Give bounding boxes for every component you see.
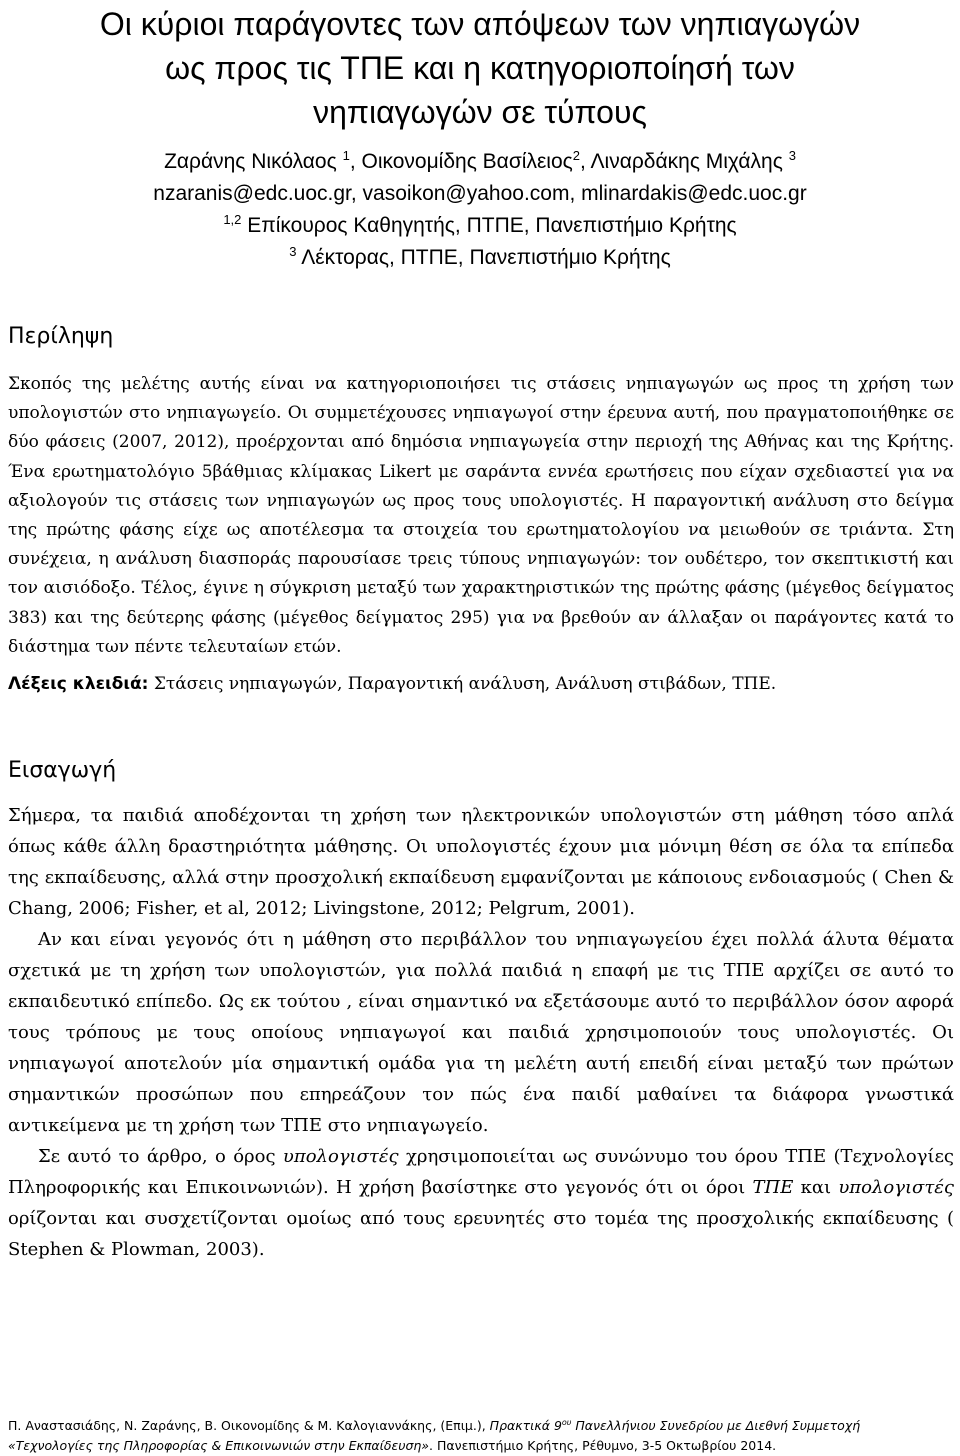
intro-term-tpe: ΤΠΕ <box>752 1177 794 1198</box>
footer-conference: Πανελλήνιου Συνεδρίου με Διεθνή Συμμετοχή <box>571 1418 861 1433</box>
author-2: Οικονομίδης Βασίλειος <box>361 150 573 173</box>
author-2-sup: 2 <box>572 148 581 163</box>
author-3: Λιναρδάκης Μιχάλης <box>590 150 783 173</box>
footer-line-2 <box>8 1436 954 1456</box>
paper-title <box>0 2 960 134</box>
author-1: Ζαράνης Νικόλαος <box>164 150 337 173</box>
footer-venue: . Πανεπιστήμιο Κρήτης, Ρέθυμνο, 3-5 Οκτωβρίου 2014. <box>429 1438 777 1453</box>
intro-heading: Εισαγωγή <box>8 758 117 783</box>
intro-paragraph-2: Αν και είναι γεγονός ότι η μάθηση στο περιβάλλον του νηπιαγωγείου έχει πολλά άλυτα θέματα σχετικά με τη χρήση των υπολογιστών, για πολλά παιδιά η επαφή με τις ΤΠΕ αρχίζει σε αυτό το εκπαιδευτικό επίπεδο. Ως εκ τούτου , είναι σημαντικό να εξετάσουμε αυτό το περιβάλλον όσον αφορά τους τρόπους με τους οποίους νηπιαγωγοί και παιδιά χρησιμοποιούν τους υπολογιστές. Οι νηπιαγωγοί αποτελούν μία σημαντική ομάδα για τη μελέτη αυτή επειδή είναι μεταξύ των πρώτων σημαντικών προσώπων που επηρεάζουν τον πώς ένα παιδί μαθαίνει τα διάφορα γνωστικά αντικείμενα με τη χρήση των ΤΠΕ στο νηπιαγωγείο. <box>8 929 954 1136</box>
affiliation-1 <box>0 210 960 242</box>
footer-proceedings: Πρακτικά 9 <box>489 1418 562 1433</box>
abstract-heading: Περίληψη <box>8 324 114 349</box>
intro-p3-c: και <box>793 1177 839 1198</box>
intro-paragraph-1: Σήμερα, τα παιδιά αποδέχονται τη χρήση των ηλεκτρονικών υπολογιστών στη μάθηση τόσο απλά όπως κάθε άλλη δραστηριότητα μάθησης. Οι υπολογιστές έχουν μια μόνιμη θέση σε όλα τα επίπεδα της εκπαίδευσης, αλλά στην προσχολική εκπαίδευση εμφανίζονται με κάποιους ενδοιασμούς ( Chen & Chang, 2006; Fisher, et al, 2012; Livingstone, 2012; Pelgrum, 2001). <box>8 805 954 919</box>
intro-p3-d: ορίζονται και συσχετίζονται ομοίως από τους ερευνητές στο τομέα της προσχολικής εκπαίδευσης ( Stephen & Plowman, 2003). <box>8 1208 954 1260</box>
title-line-2: ως προς τις ΤΠΕ και η κατηγοριοποίησή των <box>165 50 795 86</box>
footer-sup: ου <box>561 1417 572 1427</box>
footer-editors: Π. Αναστασιάδης, Ν. Ζαράνης, Β. Οικονομίδης & Μ. Καλογιαννάκης, (Επιμ.), <box>8 1418 490 1433</box>
keywords-text: Στάσεις νηπιαγωγών, Παραγοντική ανάλυση, Ανάλυση στιβάδων, ΤΠΕ. <box>153 674 777 694</box>
affiliation-1-sup: 1,2 <box>223 212 242 227</box>
author-3-sup: 3 <box>788 148 796 163</box>
intro-p3-b: χρησιμοποιείται ως συνώνυμο του όρου ΤΠΕ (Τεχνολογίες Πληροφορικής και Επικοινωνιών). Η χρήση βασίστηκε στο γεγονός ότι οι όροι <box>8 1146 954 1198</box>
page-footer <box>8 1416 954 1456</box>
intro-p3-a: Σε αυτό το άρθρο, ο όρος <box>38 1146 283 1167</box>
author-names: Ζαράνης Νικόλαος $^1$, Οικονομίδης Βασίλειος$^2$, Λιναρδάκης Μιχάλης $^3$ <box>164 148 796 173</box>
affiliation-1-text: Επίκουρος Καθηγητής, ΠΤΠΕ, Πανεπιστήμιο Κρήτης <box>247 214 737 237</box>
intro-term-computers: υπολογιστές <box>282 1146 399 1167</box>
author-1-sup: 1 <box>342 148 350 163</box>
intro-body <box>8 800 954 1265</box>
affiliation-2-sup: 3 <box>289 244 297 259</box>
title-line-1: Οι κύριοι παράγοντες των απόψεων των νηπιαγωγών <box>99 6 861 42</box>
footer-conference-title: «Τεχνολογίες της Πληροφορίας & Επικοινωνιών στην Εκπαίδευση» <box>8 1438 430 1453</box>
keywords <box>8 670 954 698</box>
intro-term-computers-2: υπολογιστές <box>838 1177 955 1198</box>
footer-line-1 <box>8 1416 954 1436</box>
author-block <box>0 146 960 274</box>
affiliation-2-text: Λέκτορας, ΠΤΠΕ, Πανεπιστήμιο Κρήτης <box>301 246 671 269</box>
abstract-text: Σκοπός της μελέτης αυτής είναι να κατηγοριοποιήσει τις στάσεις νηπιαγωγών ως προς τη χρήση των υπολογιστών στο νηπιαγωγείο. Οι συμμετέχουσες νηπιαγωγοί στην έρευνα αυτή, που πραγματοποιήθηκε σε δύο φάσεις (2007, 2012), προέρχονται από δημόσια νηπιαγωγεία στην περιοχή της Αθήνας και της Κρήτης. Ένα ερωτηματολόγιο 5βάθμιας κλίμακας Likert με σαράντα εννέα ερωτήσεις που είχαν σχεδιαστεί για να αξιολογούν τις στάσεις των νηπιαγωγών ως προς τους υπολογιστές. Η παραγοντική ανάλυση στο δείγμα της πρώτης φάσης είχε ως αποτέλεσμα τα στοιχεία του ερωτηματολογίου να μειωθούν σε τριάντα. Στη συνέχεια, η ανάλυση διασποράς παρουσίασε τρεις τύπους νηπιαγωγών: τον ουδέτερο, τον σκεπτικιστή και τον αισιόδοξο. Τέλος, έγινε η σύγκριση μεταξύ των χαρακτηριστικών της πρώτης φάσης (μέγεθος δείγματος 383) και της δεύτερης φάσης (μέγεθος δείγματος 295) για να βρεθούν αν άλλαξαν οι παράγοντες κατά το διάστημα των πέντε τελευταίων ετών. <box>8 374 954 657</box>
author-emails: nzaranis@edc.uoc.gr, vasoikon@yahoo.com, mlinardakis@edc.uoc.gr <box>153 182 807 205</box>
title-line-3: νηπιαγωγών σε τύπους <box>313 94 647 130</box>
keywords-label: Λέξεις κλειδιά: <box>8 674 149 694</box>
affiliation-2 <box>0 242 960 274</box>
intro-paragraph-3 <box>8 1141 954 1265</box>
